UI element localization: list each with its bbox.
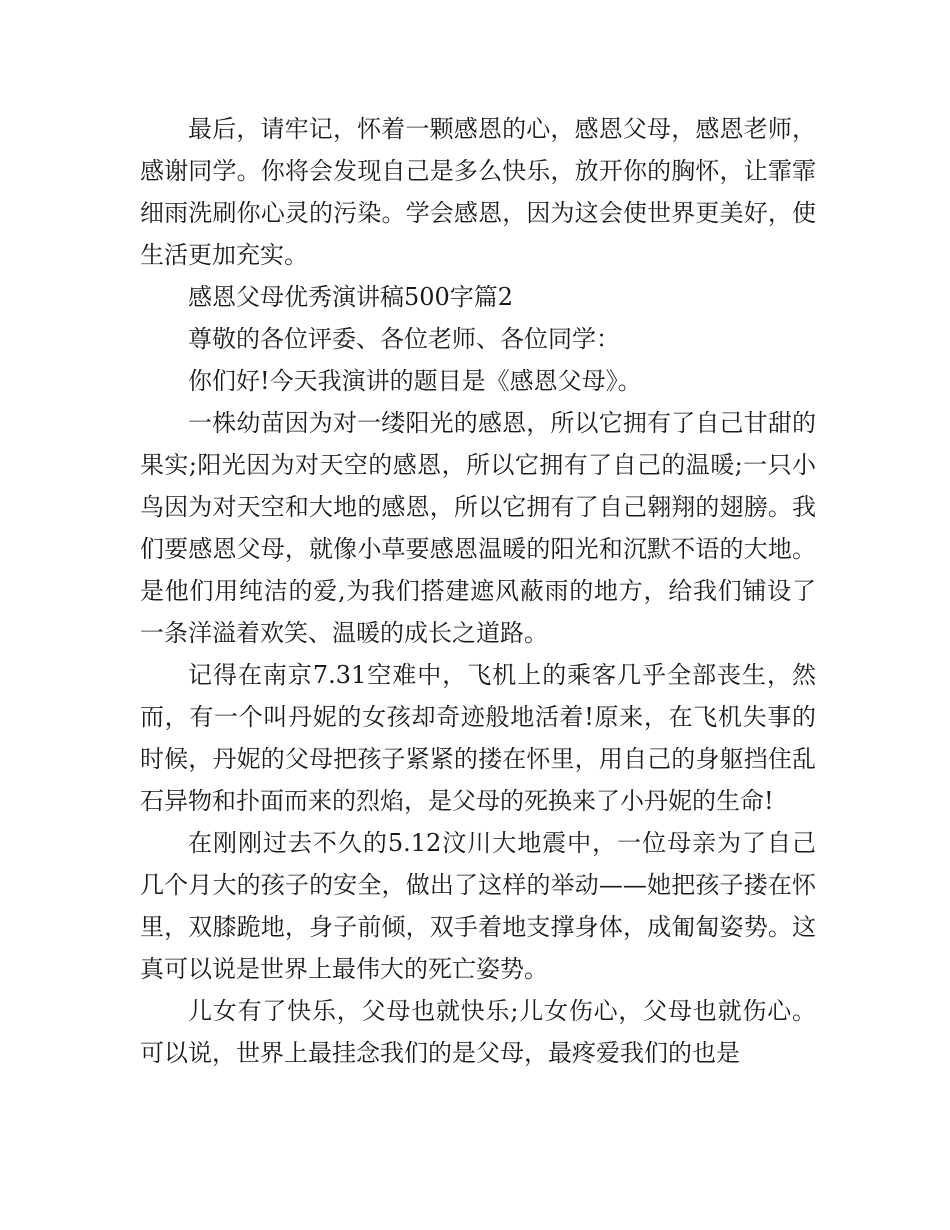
salutation: 尊敬的各位评委、各位老师、各位同学： xyxy=(188,325,620,353)
paragraph-wenchuan: 在刚刚过去不久的5.12汶川大地震中，一位母亲为了自己几个月大的孩子的安全，做出了这样的举动——她把孩子搂在怀里，双膝跪地，身子前倾，双手着地支撑身体，成匍匐姿势。这真可以说是世界上最伟大的死亡姿势。 xyxy=(140,829,816,983)
document-body xyxy=(140,108,816,1074)
section-heading: 感恩父母优秀演讲稿500字篇2 xyxy=(188,283,514,311)
paragraph-closing: 最后，请牢记，怀着一颗感恩的心，感恩父母，感恩老师，感谢同学。你将会发现自己是多么快乐，放开你的胸怀，让霏霏细雨洗刷你心灵的污染。学会感恩，因为这会使世界更美好，使生活更加充实。 xyxy=(140,115,816,269)
greeting-line: 你们好!今天我演讲的题目是《感恩父母》。 xyxy=(188,367,642,395)
paragraph-children: 儿女有了快乐，父母也就快乐;儿女伤心，父母也就伤心。可以说，世界上最挂念我们的是父母，最疼爱我们的也是 xyxy=(140,997,816,1067)
paragraph-seedling: 一株幼苗因为对一缕阳光的感恩，所以它拥有了自己甘甜的果实;阳光因为对天空的感恩，所以它拥有了自己的温暖;一只小鸟因为对天空和大地的感恩，所以它拥有了自己翱翔的翅膀。我们要感恩父母，就像小草要感恩温暖的阳光和沉默不语的大地。是他们用纯洁的爱,为我们搭建遮风蔽雨的地方，给我们铺设了一条洋溢着欢笑、温暖的成长之道路。 xyxy=(140,409,816,647)
paragraph-nanjing: 记得在南京7.31空难中，飞机上的乘客几乎全部丧生，然而，有一个叫丹妮的女孩却奇迹般地活着!原来，在飞机失事的时候，丹妮的父母把孩子紧紧的搂在怀里，用自己的身躯挡住乱石异物和扑面而来的烈焰，是父母的死换来了小丹妮的生命! xyxy=(140,661,816,815)
